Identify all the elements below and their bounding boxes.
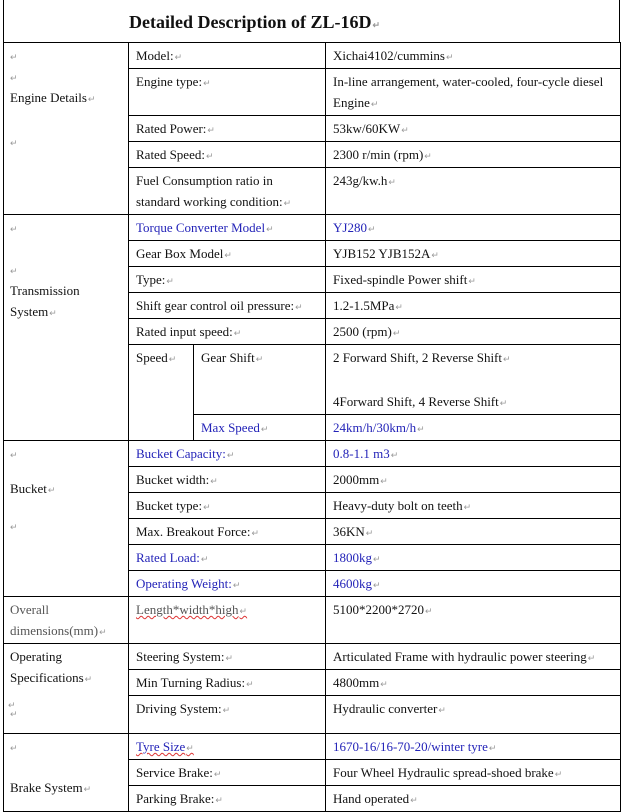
paragraph-mark: ↵ [8,700,16,710]
spec-key: Type: ↵ [129,267,326,293]
spec-value: 243g/kw.h ↵ [326,168,621,215]
spec-value: Heavy-duty bolt on teeth ↵ [326,493,621,519]
spec-value: 4800mm ↵ [326,670,621,696]
spec-table [3,42,621,812]
category-bucket: ↵ Bucket ↵ ↵ [4,441,129,597]
spec-value: 1.2-1.5MPa ↵ [326,293,621,319]
spec-value: Four Wheel Hydraulic spread-shoed brake ↵ [326,760,621,786]
spec-value: 2000mm ↵ [326,467,621,493]
spec-value: 2500 (rpm) ↵ [326,319,621,345]
spec-key: Model: ↵ [129,43,326,69]
table-row [4,43,621,69]
spec-key: Engine type: ↵ [129,69,326,116]
table-row [4,441,621,467]
spec-value: In-line arrangement, water-cooled, four-cycle diesel Engine ↵ [326,69,621,116]
spec-key: Shift gear control oil pressure: ↵ [129,293,326,319]
spec-value: 4600kg ↵ [326,571,621,597]
spec-value: 36KN ↵ [326,519,621,545]
spec-key: Bucket Capacity: ↵ [129,441,326,467]
spec-key: Bucket width: ↵ [129,467,326,493]
spec-key: Steering System: ↵ [129,644,326,670]
spec-key: Rated Power: ↵ [129,116,326,142]
spec-key: Rated Load: ↵ [129,545,326,571]
spec-value: 24km/h/30km/h ↵ [326,415,621,441]
spec-value: 2300 r/min (rpm) ↵ [326,142,621,168]
spec-value: Articulated Frame with hydraulic power steering ↵ [326,644,621,670]
spec-key: Torque Converter Model ↵ [129,215,326,241]
spec-value: Hydraulic converter ↵ [326,696,621,734]
spec-key: Tyre Size ↵ [129,734,326,760]
spec-key: Bucket type: ↵ [129,493,326,519]
spec-value: Hand operated ↵ [326,786,621,812]
table-row [4,734,621,760]
spec-key: Fuel Consumption ratio in standard working condition: ↵ [129,168,326,215]
document-title: Detailed Description of ZL-16D ↵ [3,0,620,42]
spec-value: 5100*2200*2720 ↵ [326,597,621,644]
spec-key: Operating Weight: ↵ [129,571,326,597]
spec-key: Rated Speed: ↵ [129,142,326,168]
spec-value: 53kw/60KW ↵ [326,116,621,142]
spec-key: Gear Shift ↵ [194,345,326,415]
spec-value: Xichai4102/cummins ↵ [326,43,621,69]
spec-value: 2 Forward Shift, 2 Reverse Shift ↵ 4Forward Shift, 4 Reverse Shift ↵ [326,345,621,415]
spec-value: Fixed-spindle Power shift ↵ [326,267,621,293]
table-row [4,597,621,644]
spec-value: 1800kg ↵ [326,545,621,571]
spec-value: 1670-16/16-70-20/winter tyre ↵ [326,734,621,760]
table-row [4,644,621,670]
spec-value: YJB152 YJB152A ↵ [326,241,621,267]
spec-key: Length*width*high ↵ [129,597,326,644]
spec-key: Driving System: ↵ [129,696,326,734]
category-operating: Operating Specifications ↵ ↵ [4,644,129,734]
spec-key: Rated input speed: ↵ [129,319,326,345]
category-brake: ↵ Brake System ↵ [4,734,129,812]
spec-key: Max Speed ↵ [194,415,326,441]
spec-value: YJ280 ↵ [326,215,621,241]
spec-key: Min Turning Radius: ↵ [129,670,326,696]
category-transmission: ↵ ↵ Transmission System ↵ [4,215,129,441]
spec-value: 0.8-1.1 m3 ↵ [326,441,621,467]
spec-key: Gear Box Model ↵ [129,241,326,267]
spec-key: Service Brake: ↵ [129,760,326,786]
spec-key: Max. Breakout Force: ↵ [129,519,326,545]
spec-document [3,0,620,812]
table-row [4,215,621,241]
speed-label: Speed ↵ [129,345,194,441]
category-engine: ↵ ↵ Engine Details ↵ ↵ [4,43,129,215]
category-dimensions: Overall dimensions(mm) ↵ [4,597,129,644]
spec-key: Parking Brake: ↵ [129,786,326,812]
